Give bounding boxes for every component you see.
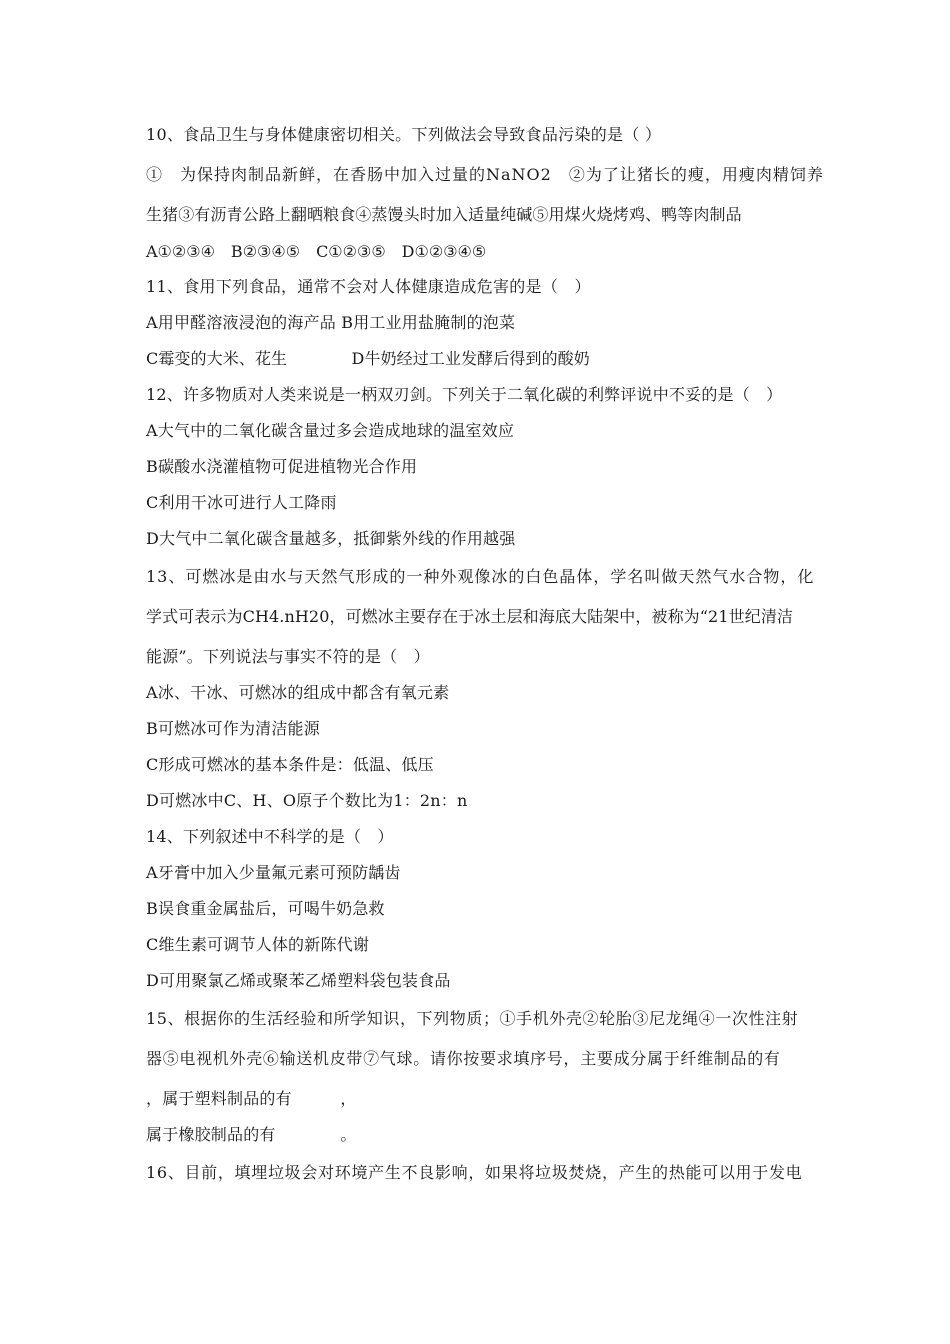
- question-12-option-d: D大气中二氧化碳含量越多，抵御紫外线的作用越强: [146, 529, 516, 548]
- question-12-stem: 12、许多物质对人类来说是一柄双刃剑。下列关于二氧化碳的利弊评说中不妥的是（ ）: [146, 385, 783, 404]
- question-12-option-c: C利用干冰可进行人工降雨: [146, 493, 337, 512]
- question-13-stem-line-2: 学式可表示为CH4.nH20，可燃冰主要存在于冰土层和海底大陆架中，被称为“21世纪清洁: [146, 607, 794, 626]
- question-13-option-c: C形成可燃冰的基本条件是：低温、低压: [146, 755, 434, 774]
- question-13-stem-line-1: 13、可燃冰是由水与天然气形成的一种外观像冰的白色晶体，学名叫做天然气水合物，化: [146, 567, 815, 586]
- question-14-option-d: D可用聚氯乙烯或聚苯乙烯塑料袋包装食品: [146, 971, 451, 990]
- question-15-blank-rubber: 属于橡胶制品的有 。: [146, 1125, 357, 1144]
- question-10-statement-line-2: 生猪③有沥青公路上翻晒粮食④蒸馒头时加入适量纯碱⑤用煤火烧烤鸡、鸭等肉制品: [146, 205, 742, 224]
- question-10-stem: 10、食品卫生与身体健康密切相关。下列做法会导致食品污染的是（ ）: [146, 125, 662, 144]
- question-11-stem: 11、食用下列食品，通常不会对人体健康造成危害的是（ ）: [146, 277, 591, 296]
- question-16-stem: 16、目前，填埋垃圾会对环境产生不良影响，如果将垃圾焚烧，产生的热能可以用于发电: [146, 1163, 803, 1182]
- question-12-option-a: A大气中的二氧化碳含量过多会造成地球的温室效应: [146, 421, 515, 440]
- question-12-option-b: B碳酸水浇灌植物可促进植物光合作用: [146, 457, 418, 476]
- question-14-stem: 14、下列叙述中不科学的是（ ）: [146, 827, 394, 846]
- question-13-option-b: B可燃冰可作为清洁能源: [146, 719, 320, 738]
- question-11-options-cd: C霉变的大米、花生 D牛奶经过工业发酵后得到的酸奶: [146, 349, 590, 368]
- question-13-stem-line-3: 能源”。下列说法与事实不符的是（ ）: [146, 647, 430, 666]
- question-10-statement-line-1: ① 为保持肉制品新鲜，在香肠中加入过量的NaNO2 ②为了让猪长的瘦，用瘦肉精饲养: [146, 165, 824, 184]
- question-15-stem-line-1: 15、根据你的生活经验和所学知识，下列物质；①手机外壳②轮胎③尼龙绳④一次性注射: [146, 1009, 799, 1028]
- question-14-option-b: B误食重金属盐后，可喝牛奶急救: [146, 899, 385, 918]
- question-15-blank-plastic: ，属于塑料制品的有 ，: [146, 1089, 357, 1108]
- question-11-options-ab: A用甲醛溶液浸泡的海产品 B用工业用盐腌制的泡菜: [146, 313, 516, 332]
- question-13-option-a: A冰、干冰、可燃冰的组成中都含有氧元素: [146, 683, 450, 702]
- question-15-stem-line-2: 器⑤电视机外壳⑥输送机皮带⑦气球。请你按要求填序号，主要成分属于纤维制品的有: [146, 1049, 781, 1068]
- question-14-option-a: A牙膏中加入少量氟元素可预防龋齿: [146, 863, 401, 882]
- question-10-options: A①②③④ B②③④⑤ C①②③⑤ D①②③④⑤: [146, 242, 487, 261]
- question-13-option-d: D可燃冰中C、H、O原子个数比为1：2n：n: [146, 791, 468, 810]
- question-14-option-c: C维生素可调节人体的新陈代谢: [146, 935, 370, 954]
